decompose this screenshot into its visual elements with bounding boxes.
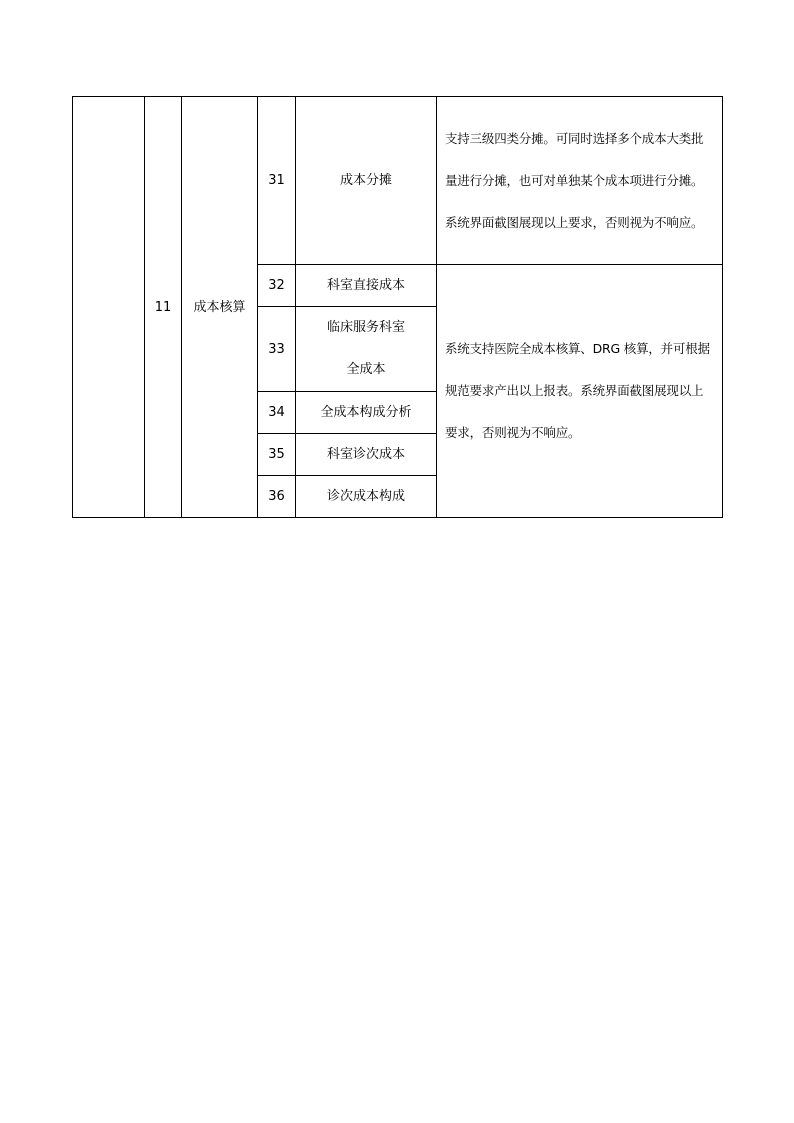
section-number-cell: 11 — [145, 97, 182, 518]
section-name-cell: 成本核算 — [182, 97, 258, 518]
item-number-cell: 33 — [258, 307, 296, 392]
group-number-cell — [73, 97, 145, 518]
item-number-cell: 36 — [258, 476, 296, 518]
item-number-cell: 31 — [258, 97, 296, 265]
requirement-cell: 支持三级四类分摊。可同时选择多个成本大类批量进行分摊，也可对单独某个成本项进行分摊。系统界面截图展现以上要求，否则视为不响应。 — [437, 97, 723, 265]
item-name-line: 临床服务科室 — [326, 320, 405, 335]
item-name-cell: 成本分摊 — [296, 97, 437, 265]
requirements-table — [72, 96, 723, 518]
table-row — [73, 97, 723, 265]
item-name-line: 全成本 — [346, 362, 386, 377]
item-number-cell: 32 — [258, 265, 296, 307]
requirement-cell: 系统支持医院全成本核算、DRG 核算，并可根据规范要求产出以上报表。系统界面截图展现以上要求，否则视为不响应。 — [437, 265, 723, 518]
item-name-cell: 科室直接成本 — [296, 265, 437, 307]
item-name-cell: 全成本构成分析 — [296, 392, 437, 434]
item-name-cell — [296, 307, 437, 392]
item-number-cell: 34 — [258, 392, 296, 434]
item-name-cell: 诊次成本构成 — [296, 476, 437, 518]
item-name-cell: 科室诊次成本 — [296, 434, 437, 476]
item-number-cell: 35 — [258, 434, 296, 476]
